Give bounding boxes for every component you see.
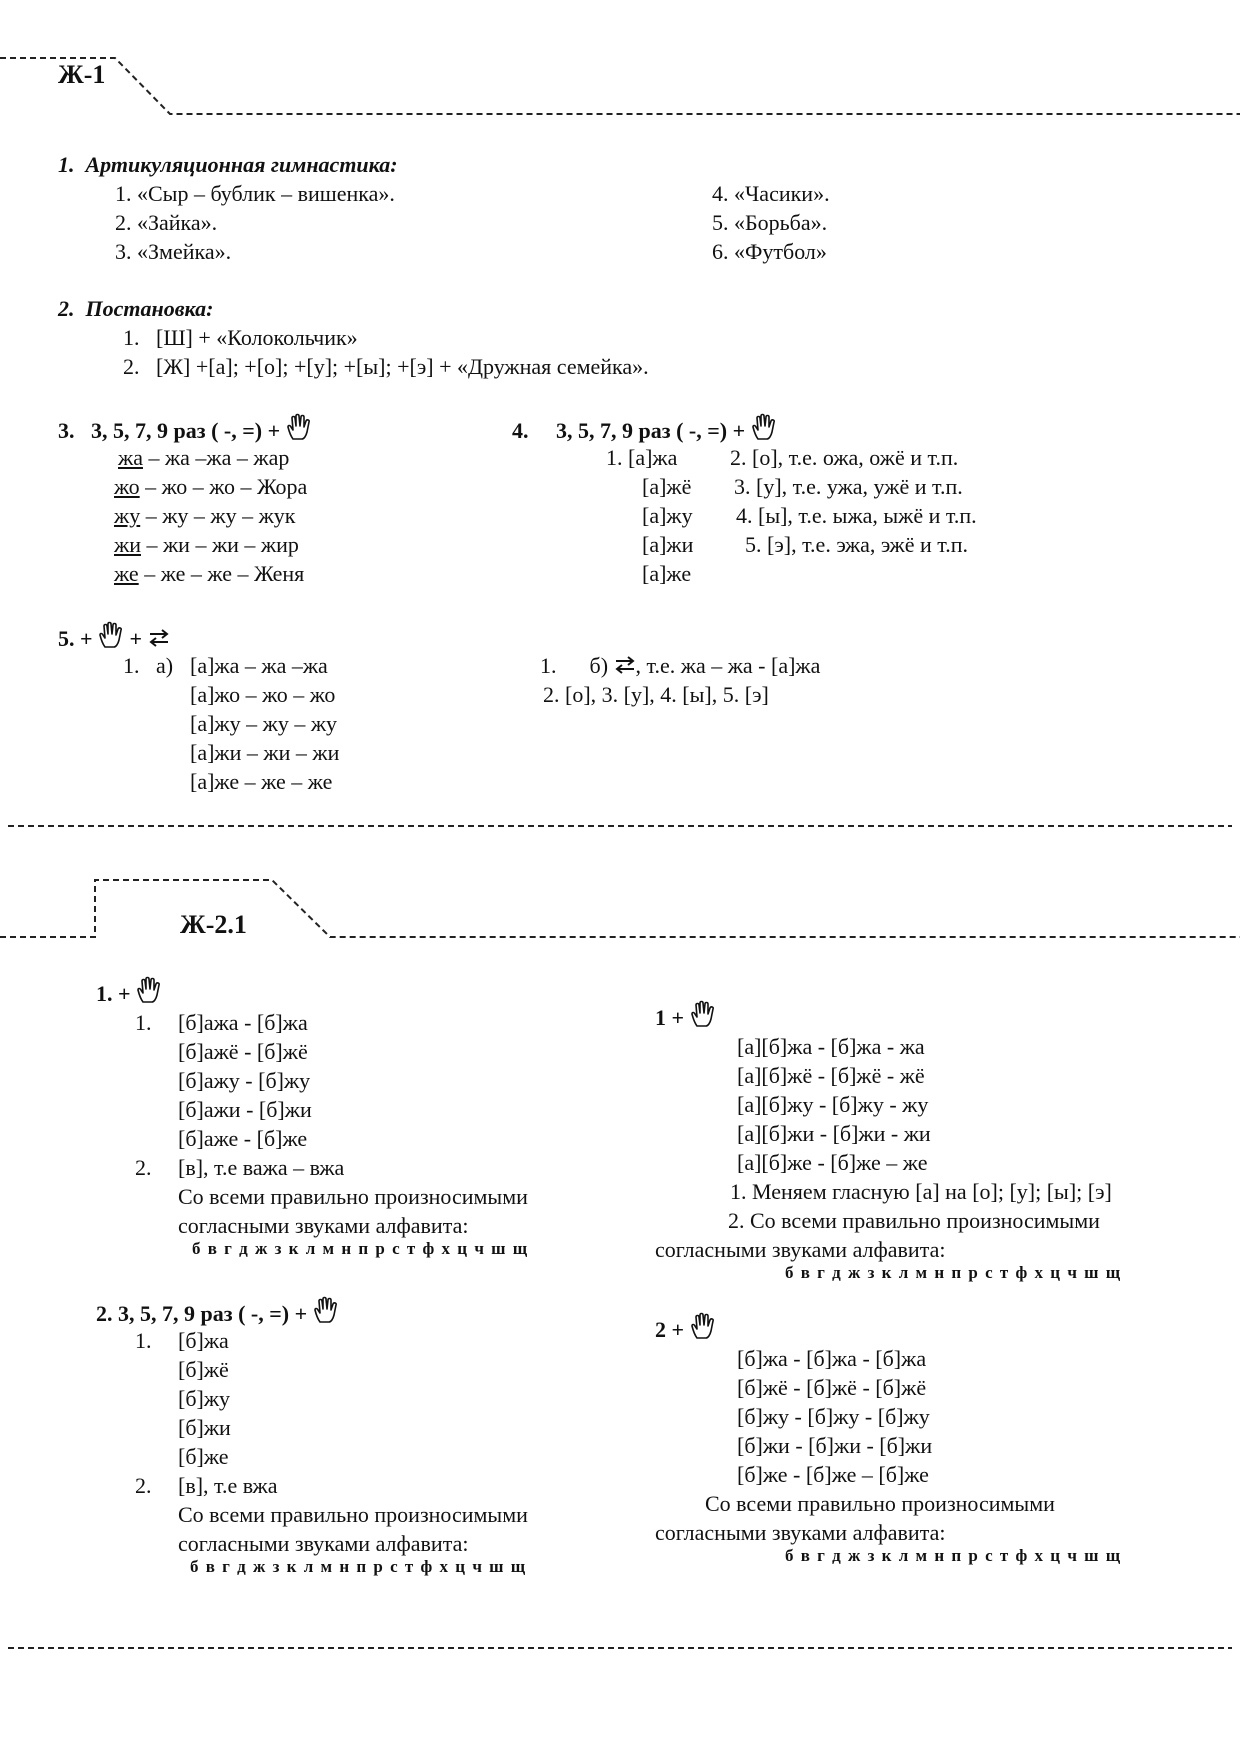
left2-item1-num: 1.	[135, 1328, 152, 1353]
left1-row: [б]ажа - [б]жа	[178, 1010, 308, 1035]
s1-heading-text: Артикуляционная гимнастика:	[85, 152, 398, 177]
left1-heading	[96, 976, 162, 1008]
setup-item-text: [Ж] +[а]; +[о]; +[у]; +[ы]; +[э] + «Дружная семейка».	[156, 354, 649, 379]
right1-note: 1. Меняем гласную [а] на [о]; [у]; [ы]; [э]	[730, 1179, 1112, 1204]
syllable-rest: – жа –жа – жар	[142, 445, 290, 470]
left1-row: Со всеми правильно произносимыми	[178, 1184, 528, 1209]
alphabet-line: б в г д ж з к л м н п р с т ф х ц ч ш щ	[785, 1546, 1122, 1565]
left1-heading-text: 1. +	[96, 981, 131, 1006]
s4-col2-row: 3. [у], т.е. ужа, ужё и т.п.	[734, 474, 963, 499]
right1-note: согласными звуками алфавита:	[655, 1237, 946, 1262]
s4-col2-row: 4. [ы], т.е. ыжа, ыжё и т.п.	[736, 503, 977, 528]
hand-icon	[690, 1000, 716, 1028]
left2-row: [б]жи	[178, 1415, 231, 1440]
left2-heading-text: 2. 3, 5, 7, 9 раз ( -, =) +	[96, 1301, 308, 1326]
left1-row: [б]ажи - [б]жи	[178, 1097, 312, 1122]
s4-col2-row: 2. [о], т.е. ожа, ожё и т.п.	[730, 445, 959, 470]
s5-item-label: а)	[156, 653, 174, 678]
s5-row: [а]жу – жу – жу	[190, 711, 338, 736]
hand-icon	[751, 413, 777, 441]
right1-heading-text: 1 +	[655, 1005, 685, 1030]
swap-arrows-icon	[614, 652, 636, 670]
s4-col1-row: [а]же	[642, 561, 692, 586]
right1-note: 2. Со всеми правильно произносимыми	[728, 1208, 1100, 1233]
syllable-lead: же	[114, 561, 139, 586]
syllable-row	[114, 472, 307, 501]
s5-row: [а]жа – жа –жа	[190, 653, 328, 678]
alphabet-line: б в г д ж з к л м н п р с т ф х ц ч ш щ	[190, 1557, 527, 1576]
left2-row: Со всеми правильно произносимыми	[178, 1502, 528, 1527]
s3-num: 3.	[58, 418, 75, 443]
syllable-lead: жо	[114, 474, 140, 499]
card1-title: Ж-1	[58, 60, 106, 89]
left1-row: согласными звуками алфавита:	[178, 1213, 469, 1238]
s3-heading	[58, 413, 312, 445]
syllable-lead: жу	[114, 503, 141, 528]
right1-row: [а][б]жё - [б]жё - жё	[737, 1063, 925, 1088]
s4-col1-row: [а]жи	[642, 532, 694, 557]
left1-row: [б]аже - [б]же	[178, 1126, 308, 1151]
right2-row: [б]жё - [б]жё - [б]жё	[737, 1375, 927, 1400]
right2-note: согласными звуками алфавита:	[655, 1520, 946, 1545]
syllable-row	[114, 501, 296, 530]
alphabet-line: б в г д ж з к л м н п р с т ф х ц ч ш щ	[785, 1263, 1122, 1282]
s1-num: 1.	[58, 152, 75, 177]
s4-col2-row: 5. [э], т.е. эжа, эжё и т.п.	[745, 532, 969, 557]
setup-item	[123, 352, 649, 381]
s5-right-row	[540, 651, 820, 680]
gym-item: 4. «Часики».	[712, 181, 830, 206]
setup-item	[123, 323, 358, 352]
gym-item: 5. «Борьба».	[712, 210, 828, 235]
s5-row: [а]же – же – же	[190, 769, 333, 794]
s5-right-label: б)	[589, 653, 609, 678]
left2-row: [б]жё	[178, 1357, 229, 1382]
gym-item: 1. «Сыр – бублик – вишенка».	[115, 181, 395, 206]
gym-item: 6. «Футбол»	[712, 239, 827, 264]
right1-row: [а][б]жу - [б]жу - жу	[737, 1092, 929, 1117]
card1-tab-outline	[0, 58, 1240, 114]
s4-col1-row: [а]жё	[642, 474, 692, 499]
s4-col1-row: 1. [а]жа	[606, 445, 678, 470]
syllable-rest: – жо – жо – Жора	[139, 474, 308, 499]
s5-item-head	[123, 651, 173, 680]
s3-heading-text: 3, 5, 7, 9 раз ( -, =) +	[91, 418, 281, 443]
left2-item2-num: 2.	[135, 1473, 152, 1498]
right2-row: [б]жа - [б]жа - [б]жа	[737, 1346, 927, 1371]
syllable-lead: жа	[118, 445, 143, 470]
left1-item1-num: 1.	[135, 1010, 152, 1035]
s4-num: 4.	[512, 418, 529, 443]
hand-icon	[313, 1296, 339, 1324]
s4-col1-row: [а]жу	[642, 503, 693, 528]
right1-row: [а][б]же - [б]же – же	[737, 1150, 928, 1175]
left2-row: [в], т.е вжа	[178, 1473, 278, 1498]
syllable-rest: – жу – жу – жук	[140, 503, 296, 528]
s5-right-num: 1.	[540, 653, 557, 678]
right2-row: [б]жу - [б]жу - [б]жу	[737, 1404, 930, 1429]
right2-note: Со всеми правильно произносимыми	[705, 1491, 1055, 1516]
setup-item-text: [Ш] + «Колокольчик»	[156, 325, 358, 350]
s2-heading	[58, 294, 213, 323]
left2-row: [б]жу	[178, 1386, 231, 1411]
right2-row: [б]жи - [б]жи - [б]жи	[737, 1433, 933, 1458]
s5-row: [а]жо – жо – жо	[190, 682, 336, 707]
right2-row: [б]же - [б]же – [б]же	[737, 1462, 929, 1487]
hand-icon	[690, 1312, 716, 1340]
syllable-rest: – же – же – Женя	[138, 561, 305, 586]
left1-item2-num: 2.	[135, 1155, 152, 1180]
alphabet-line: б в г д ж з к л м н п р с т ф х ц ч ш щ	[192, 1239, 529, 1258]
right1-heading	[655, 1000, 716, 1032]
s1-heading	[58, 150, 398, 179]
hand-icon	[286, 413, 312, 441]
s5-item-num: 1.	[123, 653, 140, 678]
hand-icon	[136, 976, 162, 1004]
s2-num: 2.	[58, 296, 75, 321]
left1-row: [б]ажё - [б]жё	[178, 1039, 308, 1064]
s5-heading	[58, 621, 170, 653]
right1-row: [а][б]жи - [б]жи - жи	[737, 1121, 931, 1146]
gym-item: 3. «Змейка».	[115, 239, 232, 264]
card2-title: Ж-2.1	[180, 910, 247, 939]
s5-heading-mid: +	[124, 626, 143, 651]
left1-row: [в], т.е важа – вжа	[178, 1155, 345, 1180]
left1-row: [б]ажу - [б]жу	[178, 1068, 311, 1093]
s5-heading-num: 5. +	[58, 626, 93, 651]
s5-right-text: , т.е. жа – жа - [а]жа	[635, 653, 821, 678]
right2-heading-text: 2 +	[655, 1317, 685, 1342]
right2-heading	[655, 1312, 716, 1344]
left2-row: [б]же	[178, 1444, 229, 1469]
s4-heading-text: 3, 5, 7, 9 раз ( -, =) +	[556, 418, 746, 443]
gym-item: 2. «Зайка».	[115, 210, 218, 235]
s5-right-row2: 2. [о], 3. [у], 4. [ы], 5. [э]	[543, 682, 769, 707]
setup-item-num: 2.	[123, 354, 140, 379]
syllable-rest: – жи – жи – жир	[140, 532, 299, 557]
s4-heading	[512, 413, 777, 445]
left2-heading	[96, 1296, 339, 1328]
s5-row: [а]жи – жи – жи	[190, 740, 340, 765]
s2-heading-text: Постановка:	[85, 296, 214, 321]
syllable-row	[114, 530, 299, 559]
swap-arrows-icon	[148, 625, 170, 643]
left2-row: [б]жа	[178, 1328, 229, 1353]
left2-row: согласными звуками алфавита:	[178, 1531, 469, 1556]
right1-row: [а][б]жа - [б]жа - жа	[737, 1034, 925, 1059]
syllable-row	[114, 559, 304, 588]
syllable-lead: жи	[114, 532, 141, 557]
syllable-row	[118, 443, 289, 472]
hand-icon	[98, 621, 124, 649]
setup-item-num: 1.	[123, 325, 140, 350]
